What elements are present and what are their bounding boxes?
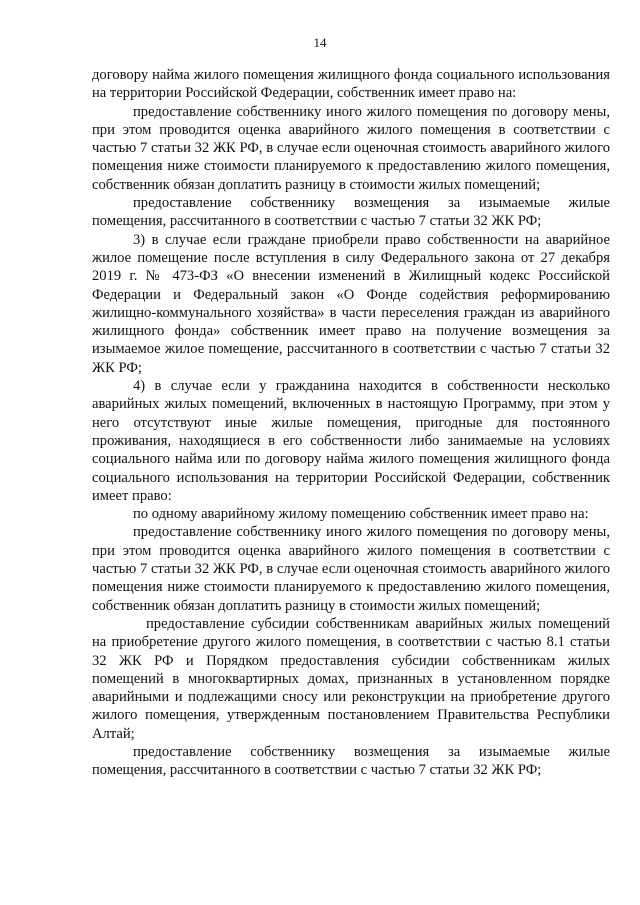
paragraph-exchange-option-2: предоставление собственнику иного жилого помещения по договору мены, при этом проводится оценка аварийного жилого помещения в соответствии с частью 7 статьи 32 ЖК РФ, в случае если оценочная стоимость аварийного жилого помещения ниже стоимости планируемого к предоставлению жилого помещения, собственник обязан доплатить разницу в стоимости жилых помещений;	[92, 524, 610, 614]
paragraph-compensation-option-2: предоставление собственнику возмещения за изымаемые жилые помещения, рассчитанного в соответствии с частью 7 статьи 32 ЖК РФ;	[92, 743, 610, 779]
paragraph-exchange-option: предоставление собственнику иного жилого помещения по договору мены, при этом проводится оценка аварийного жилого помещения в соответствии с частью 7 статьи 32 ЖК РФ, в случае если оценочная стоимость аварийного жилого помещения ниже стоимости планируемого к предоставлению жилого помещения, собственник обязан доплатить разницу в стоимости жилых помещений;	[92, 103, 610, 193]
paragraph-subsidy-option: предоставление субсидии собственникам аварийных жилых помещений на приобретение другого жилого помещения, в соответствии с частью 8.1 статьи 32 ЖК РФ и Порядком предоставления субсидии собственникам жилых помещений в многоквартирных домах, признанных в установленном порядке аварийными и подлежащими сносу или реконструкции на приобретение другого жилого помещения, утвержденным постановлением Правительства Республики Алтай;	[92, 615, 610, 742]
page-number: 14	[313, 35, 327, 50]
paragraph-continuation: договору найма жилого помещения жилищного фонда социального использования на территории Российской Федерации, собственник имеет право на:	[92, 67, 610, 102]
paragraph-item-3: 3) в случае если граждане приобрели право собственности на аварийное жилое помещение после вступления в силу Федерального закона от 27 декабря 2019 г. № 473-ФЗ «О внесении изменений в Жилищный кодекс Российской Федерации и Федеральный закон «О Фонде содействия реформированию жилищно-коммунального хозяйства» в части переселения граждан из аварийного жилищного фонда» собственник имеет право на получение возмещения за изымаемое жилое помещение, рассчитанного в соответствии с частью 7 статьи 32 ЖК РФ;	[92, 231, 610, 376]
paragraph-per-dwelling: по одному аварийному жилому помещению собственник имеет право на:	[133, 506, 589, 523]
document-body	[92, 66, 610, 780]
paragraph-compensation-option: предоставление собственнику возмещения за изымаемые жилые помещения, рассчитанного в соответствии с частью 7 статьи 32 ЖК РФ;	[92, 195, 610, 230]
paragraph-item-4: 4) в случае если у гражданина находится в собственности несколько аварийных жилых помещений, включенных в настоящую Программу, при этом у него отсутствуют иные жилые помещения, пригодные для постоянного проживания, находящиеся в его собственности либо занимаемые на условиях социального найма или по договору найма жилого помещения жилищного фонда социального использования на территории Российской Федерации, собственник имеет право:	[92, 378, 610, 504]
